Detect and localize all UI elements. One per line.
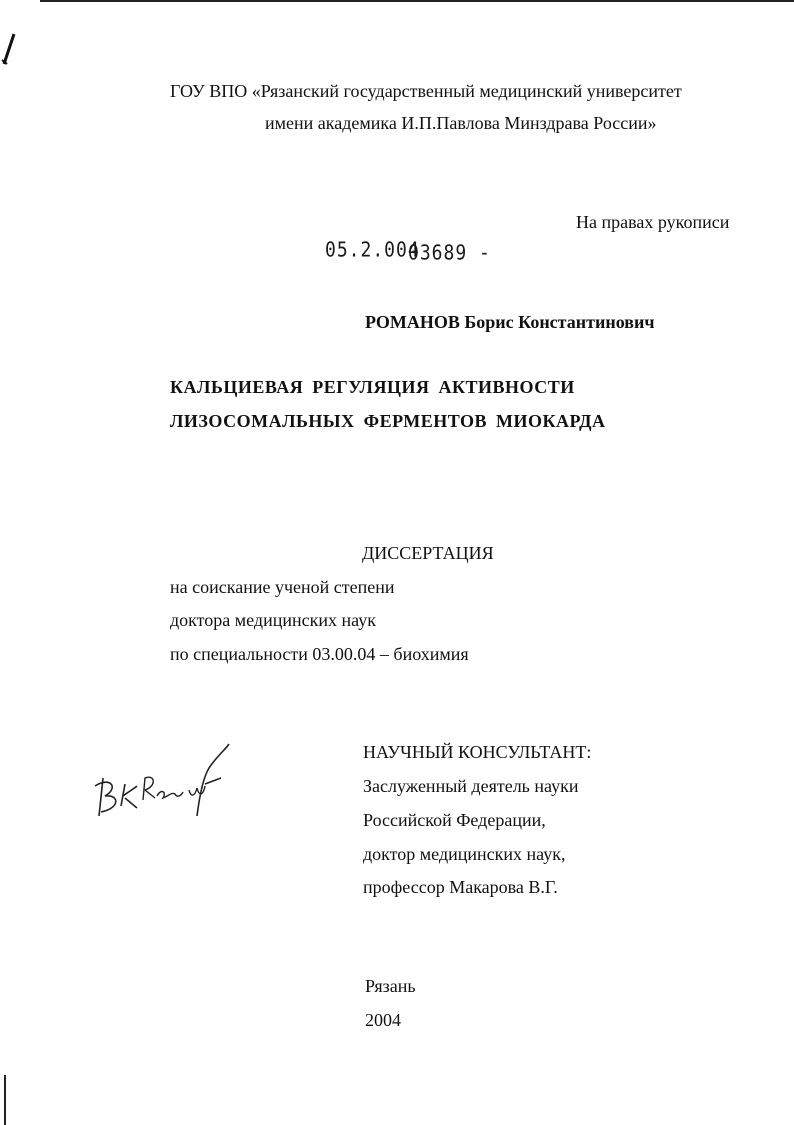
scan-left-edge <box>4 1075 6 1125</box>
city: Рязань <box>365 976 416 996</box>
scan-top-edge <box>40 0 794 2</box>
dissertation-heading: ДИССЕРТАЦИЯ <box>362 543 494 563</box>
institution-line-1: ГОУ ВПО «Рязанский государственный медицинский университет <box>170 81 682 101</box>
thesis-title-line-1: КАЛЬЦИЕВАЯ РЕГУЛЯЦИЯ АКТИВНОСТИ <box>170 377 575 397</box>
registration-stamp: 05.2.004 <box>325 238 420 263</box>
dissertation-line-3: по специальности 03.00.04 – биохимия <box>170 644 469 664</box>
consultant-heading: НАУЧНЫЙ КОНСУЛЬТАНТ: <box>363 742 592 762</box>
consultant-line-4: профессор Макарова В.Г. <box>363 877 558 897</box>
handwritten-signature <box>85 738 235 828</box>
institution-line-2: имени академика И.П.Павлова Минздрава России» <box>265 113 657 133</box>
rights-notice: На правах рукописи <box>576 212 730 232</box>
consultant-line-3: доктор медицинских наук, <box>363 844 566 864</box>
consultant-line-2: Российской Федерации, <box>363 810 546 830</box>
dissertation-line-2: доктора медицинских наук <box>170 610 376 630</box>
dissertation-line-1: на соискание ученой степени <box>170 577 395 597</box>
thesis-title-line-2: ЛИЗОСОМАЛЬНЫХ ФЕРМЕНТОВ МИОКАРДА <box>170 411 606 431</box>
corner-mark-icon <box>0 30 20 70</box>
author-name: РОМАНОВ Борис Константинович <box>365 312 655 332</box>
registration-number: 03689 - <box>408 241 491 266</box>
consultant-line-1: Заслуженный деятель науки <box>363 776 579 796</box>
year: 2004 <box>365 1010 401 1030</box>
